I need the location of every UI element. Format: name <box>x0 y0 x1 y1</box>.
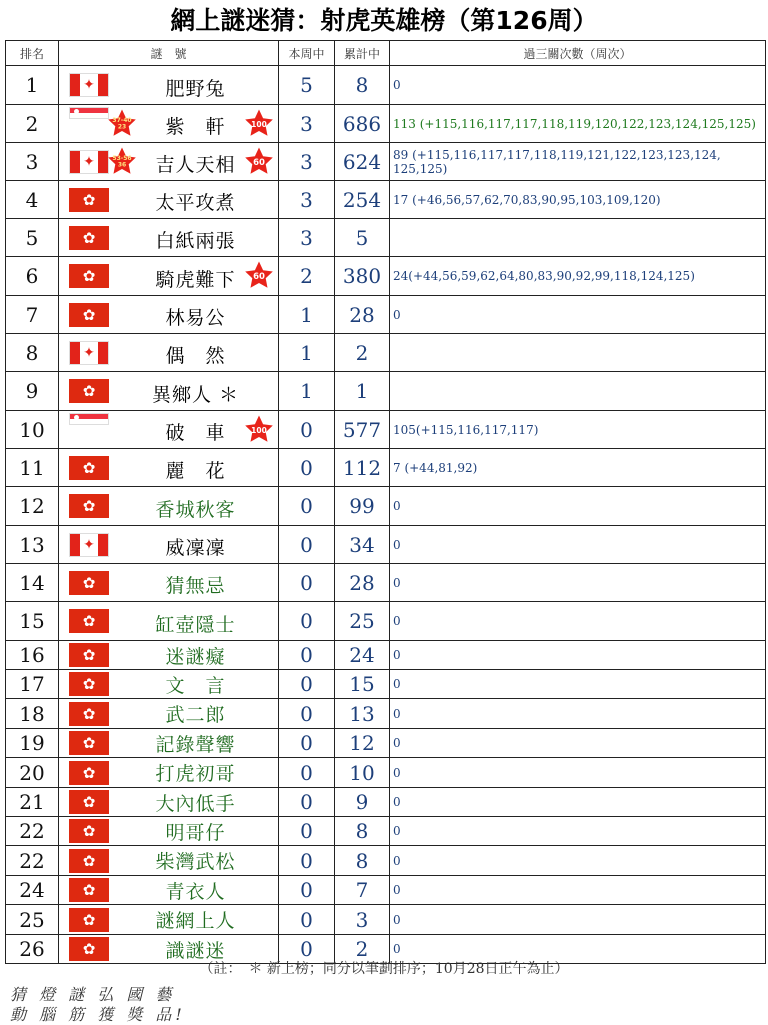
player-name: 青衣人 <box>165 881 226 903</box>
table-row <box>6 105 766 143</box>
header-total: 累計中 <box>335 41 390 66</box>
table-row <box>6 846 766 876</box>
table-header-row <box>6 41 766 66</box>
table-row <box>6 411 766 449</box>
week-score-cell: 1 <box>279 372 335 411</box>
table-row <box>6 758 766 788</box>
header-name: 謎 號 <box>59 41 279 66</box>
week-score-cell: 0 <box>279 602 335 641</box>
history-cell: 0 <box>390 564 766 602</box>
rank-cell: 15 <box>6 602 59 641</box>
player-name: 缸壺隱士 <box>155 614 236 636</box>
hk-flag-icon: ✿ <box>69 849 109 873</box>
table-row <box>6 487 766 526</box>
hk-flag-icon: ✿ <box>69 609 109 633</box>
name-cell <box>59 143 279 181</box>
name-cell <box>59 181 279 219</box>
name-cell <box>59 670 279 699</box>
name-cell <box>59 449 279 487</box>
history-cell <box>390 372 766 411</box>
total-score-cell: 686 <box>335 105 390 143</box>
hk-flag-icon: ✿ <box>69 761 109 785</box>
week-score-cell: 0 <box>279 846 335 876</box>
rank-cell: 22 <box>6 846 59 876</box>
total-score-cell: 1 <box>335 372 390 411</box>
history-cell: 0 <box>390 487 766 526</box>
week-score-cell: 1 <box>279 334 335 372</box>
player-name: 吉人天相 <box>155 154 236 176</box>
player-name: 打虎初哥 <box>155 763 236 785</box>
player-name: 肥野兔 <box>165 78 226 100</box>
canada-flag-icon: ✦ <box>69 533 109 557</box>
hk-flag-icon: ✿ <box>69 226 109 250</box>
name-cell <box>59 564 279 602</box>
history-cell: 0 <box>390 602 766 641</box>
total-score-cell: 577 <box>335 411 390 449</box>
singapore-flag-icon <box>69 107 109 119</box>
hk-flag-icon: ✿ <box>69 643 109 667</box>
total-score-cell: 13 <box>335 699 390 729</box>
week-score-cell: 0 <box>279 817 335 846</box>
name-cell <box>59 66 279 105</box>
total-score-cell: 8 <box>335 846 390 876</box>
player-name: 威凜凜 <box>165 537 226 559</box>
week-score-cell: 0 <box>279 935 335 964</box>
name-cell <box>59 334 279 372</box>
name-cell <box>59 602 279 641</box>
rank-cell: 12 <box>6 487 59 526</box>
history-cell: 0 <box>390 817 766 846</box>
rank-cell: 22 <box>6 817 59 846</box>
history-cell: 0 <box>390 296 766 334</box>
name-cell <box>59 641 279 670</box>
star-badge-icon <box>107 146 137 176</box>
rank-cell: 9 <box>6 372 59 411</box>
slogan-line-1: 猜 燈 謎 弘 國 藝 <box>10 985 176 1004</box>
week-score-cell: 0 <box>279 641 335 670</box>
player-name: 麗 花 <box>165 460 226 482</box>
rank-cell: 25 <box>6 905 59 935</box>
history-cell: 0 <box>390 758 766 788</box>
ranking-table <box>5 40 766 964</box>
player-name: 武二郎 <box>165 704 226 726</box>
rank-cell: 18 <box>6 699 59 729</box>
rank-cell: 3 <box>6 143 59 181</box>
hk-flag-icon: ✿ <box>69 672 109 696</box>
total-score-cell: 9 <box>335 788 390 817</box>
player-name: 明哥仔 <box>165 822 226 844</box>
total-score-cell: 7 <box>335 876 390 905</box>
name-cell <box>59 411 279 449</box>
hk-flag-icon: ✿ <box>69 188 109 212</box>
rank-cell: 7 <box>6 296 59 334</box>
week-score-cell: 3 <box>279 219 335 257</box>
week-score-cell: 2 <box>279 257 335 296</box>
canada-flag-icon: ✦ <box>69 73 109 97</box>
table-row <box>6 449 766 487</box>
total-score-cell: 2 <box>335 935 390 964</box>
rank-cell: 4 <box>6 181 59 219</box>
week-score-cell: 0 <box>279 564 335 602</box>
week-score-cell: 0 <box>279 905 335 935</box>
total-score-cell: 25 <box>335 602 390 641</box>
rank-cell: 19 <box>6 729 59 758</box>
total-score-cell: 24 <box>335 641 390 670</box>
canada-flag-icon: ✦ <box>69 150 109 174</box>
star-badge-label: 53-56 <box>112 154 132 162</box>
star-badge-icon <box>107 108 137 138</box>
player-name: 文 言 <box>165 675 226 697</box>
week-score-cell: 0 <box>279 526 335 564</box>
star-badge-label: 100 <box>251 119 267 129</box>
hk-flag-icon: ✿ <box>69 908 109 932</box>
singapore-flag-icon <box>69 413 109 425</box>
hk-flag-icon: ✿ <box>69 790 109 814</box>
total-score-cell: 12 <box>335 729 390 758</box>
total-score-cell: 8 <box>335 817 390 846</box>
history-cell: 0 <box>390 905 766 935</box>
player-name: 謎網上人 <box>155 910 236 932</box>
name-cell <box>59 876 279 905</box>
table-row <box>6 641 766 670</box>
hk-flag-icon: ✿ <box>69 303 109 327</box>
name-cell <box>59 817 279 846</box>
total-score-cell: 2 <box>335 334 390 372</box>
player-name: 異鄉人 ＊ <box>151 384 240 406</box>
player-name: 大內低手 <box>155 793 236 815</box>
hk-flag-icon: ✿ <box>69 379 109 403</box>
table-row <box>6 602 766 641</box>
table-row <box>6 143 766 181</box>
table-row <box>6 729 766 758</box>
player-name: 破 車 <box>165 422 226 444</box>
week-score-cell: 0 <box>279 411 335 449</box>
total-score-cell: 254 <box>335 181 390 219</box>
history-cell: 24(+44,56,59,62,64,80,83,90,92,99,118,124,125) <box>390 257 766 296</box>
star-badge-label: 23 <box>117 123 127 131</box>
rank-cell: 16 <box>6 641 59 670</box>
history-cell <box>390 334 766 372</box>
name-cell <box>59 729 279 758</box>
header-history: 過三關次數（周次） <box>390 41 766 66</box>
history-cell: 0 <box>390 729 766 758</box>
history-cell <box>390 219 766 257</box>
player-name: 香城秋客 <box>155 499 236 521</box>
rank-cell: 13 <box>6 526 59 564</box>
name-cell <box>59 105 279 143</box>
total-score-cell: 15 <box>335 670 390 699</box>
rank-cell: 8 <box>6 334 59 372</box>
player-name: 猜無忌 <box>165 575 226 597</box>
hk-flag-icon: ✿ <box>69 819 109 843</box>
week-score-cell: 0 <box>279 449 335 487</box>
total-score-cell: 624 <box>335 143 390 181</box>
hk-flag-icon: ✿ <box>69 937 109 961</box>
player-name: 林易公 <box>165 307 226 329</box>
star-badge-icon <box>244 260 274 290</box>
hk-flag-icon: ✿ <box>69 494 109 518</box>
table-row <box>6 296 766 334</box>
rank-cell: 11 <box>6 449 59 487</box>
player-name: 紫 軒 <box>165 116 226 138</box>
table-row <box>6 817 766 846</box>
week-score-cell: 0 <box>279 729 335 758</box>
hk-flag-icon: ✿ <box>69 878 109 902</box>
rank-cell: 2 <box>6 105 59 143</box>
player-name: 太平攻煮 <box>155 192 236 214</box>
history-cell: 0 <box>390 66 766 105</box>
table-row <box>6 788 766 817</box>
rank-cell: 6 <box>6 257 59 296</box>
star-badge-icon <box>244 414 274 444</box>
player-name: 偶 然 <box>165 345 226 367</box>
rank-cell: 17 <box>6 670 59 699</box>
week-score-cell: 3 <box>279 143 335 181</box>
table-row <box>6 670 766 699</box>
week-score-cell: 0 <box>279 487 335 526</box>
rank-cell: 5 <box>6 219 59 257</box>
star-badge-label: 37-40 <box>112 116 132 124</box>
total-score-cell: 3 <box>335 905 390 935</box>
week-score-cell: 1 <box>279 296 335 334</box>
name-cell <box>59 758 279 788</box>
history-cell: 0 <box>390 788 766 817</box>
history-cell: 17 (+46,56,57,62,70,83,90,95,103,109,120) <box>390 181 766 219</box>
week-score-cell: 0 <box>279 876 335 905</box>
total-score-cell: 5 <box>335 219 390 257</box>
footer-note: （註： ＊ 新上榜；同分以筆劃排序；10月28日正午為止） <box>199 961 569 977</box>
table-row <box>6 564 766 602</box>
table-row <box>6 219 766 257</box>
history-cell: 0 <box>390 935 766 964</box>
header-week: 本周中 <box>279 41 335 66</box>
table-row <box>6 181 766 219</box>
total-score-cell: 28 <box>335 564 390 602</box>
star-badge-label: 100 <box>251 425 267 435</box>
header-rank: 排名 <box>6 41 59 66</box>
total-score-cell: 112 <box>335 449 390 487</box>
table-row <box>6 526 766 564</box>
name-cell <box>59 372 279 411</box>
history-cell: 0 <box>390 699 766 729</box>
week-score-cell: 5 <box>279 66 335 105</box>
week-score-cell: 3 <box>279 105 335 143</box>
table-row <box>6 257 766 296</box>
total-score-cell: 99 <box>335 487 390 526</box>
rank-cell: 1 <box>6 66 59 105</box>
history-cell: 0 <box>390 526 766 564</box>
table-row <box>6 876 766 905</box>
hk-flag-icon: ✿ <box>69 731 109 755</box>
hk-flag-icon: ✿ <box>69 264 109 288</box>
total-score-cell: 380 <box>335 257 390 296</box>
history-cell: 89 (+115,116,117,117,118,119,121,122,123,123,124, 125,125) <box>390 143 766 181</box>
table-body <box>6 66 766 964</box>
player-name: 識謎迷 <box>165 940 226 962</box>
name-cell <box>59 526 279 564</box>
hk-flag-icon: ✿ <box>69 571 109 595</box>
name-cell <box>59 699 279 729</box>
hk-flag-icon: ✿ <box>69 456 109 480</box>
rank-cell: 21 <box>6 788 59 817</box>
total-score-cell: 8 <box>335 66 390 105</box>
player-name: 迷謎癡 <box>165 646 226 668</box>
player-name: 記錄聲響 <box>155 734 236 756</box>
star-badge-label: 36 <box>117 161 127 169</box>
star-badge-icon <box>244 108 274 138</box>
player-name: 騎虎難下 <box>155 269 236 291</box>
player-name: 白紙兩張 <box>155 230 236 252</box>
history-cell: 105(+115,116,117,117) <box>390 411 766 449</box>
history-cell: 0 <box>390 670 766 699</box>
hk-flag-icon: ✿ <box>69 702 109 726</box>
name-cell <box>59 296 279 334</box>
week-score-cell: 0 <box>279 670 335 699</box>
history-cell: 0 <box>390 641 766 670</box>
week-score-cell: 0 <box>279 758 335 788</box>
star-badge-label: 60 <box>253 272 265 282</box>
name-cell <box>59 788 279 817</box>
player-name: 柴灣武松 <box>155 851 236 873</box>
history-cell: 7 (+44,81,92) <box>390 449 766 487</box>
slogan-line-2: 動 腦 筋 獲 獎 品! <box>10 1005 186 1024</box>
rank-cell: 24 <box>6 876 59 905</box>
page-title: 網上謎迷猜：射虎英雄榜（第126周） <box>170 6 598 35</box>
history-cell: 0 <box>390 846 766 876</box>
rank-cell: 20 <box>6 758 59 788</box>
history-cell: 113 (+115,116,117,117,118,119,120,122,123,124,125,125) <box>390 105 766 143</box>
rank-cell: 14 <box>6 564 59 602</box>
week-score-cell: 3 <box>279 181 335 219</box>
rank-cell: 10 <box>6 411 59 449</box>
table-row <box>6 372 766 411</box>
total-score-cell: 10 <box>335 758 390 788</box>
canada-flag-icon: ✦ <box>69 341 109 365</box>
total-score-cell: 28 <box>335 296 390 334</box>
table-row <box>6 699 766 729</box>
table-row <box>6 334 766 372</box>
star-badge-label: 60 <box>253 157 265 168</box>
rank-cell: 26 <box>6 935 59 964</box>
name-cell <box>59 487 279 526</box>
history-cell: 0 <box>390 876 766 905</box>
table-row <box>6 905 766 935</box>
total-score-cell: 34 <box>335 526 390 564</box>
name-cell <box>59 257 279 296</box>
star-badge-icon <box>244 146 274 176</box>
name-cell <box>59 219 279 257</box>
name-cell <box>59 905 279 935</box>
table-row <box>6 66 766 105</box>
week-score-cell: 0 <box>279 788 335 817</box>
name-cell <box>59 846 279 876</box>
week-score-cell: 0 <box>279 699 335 729</box>
